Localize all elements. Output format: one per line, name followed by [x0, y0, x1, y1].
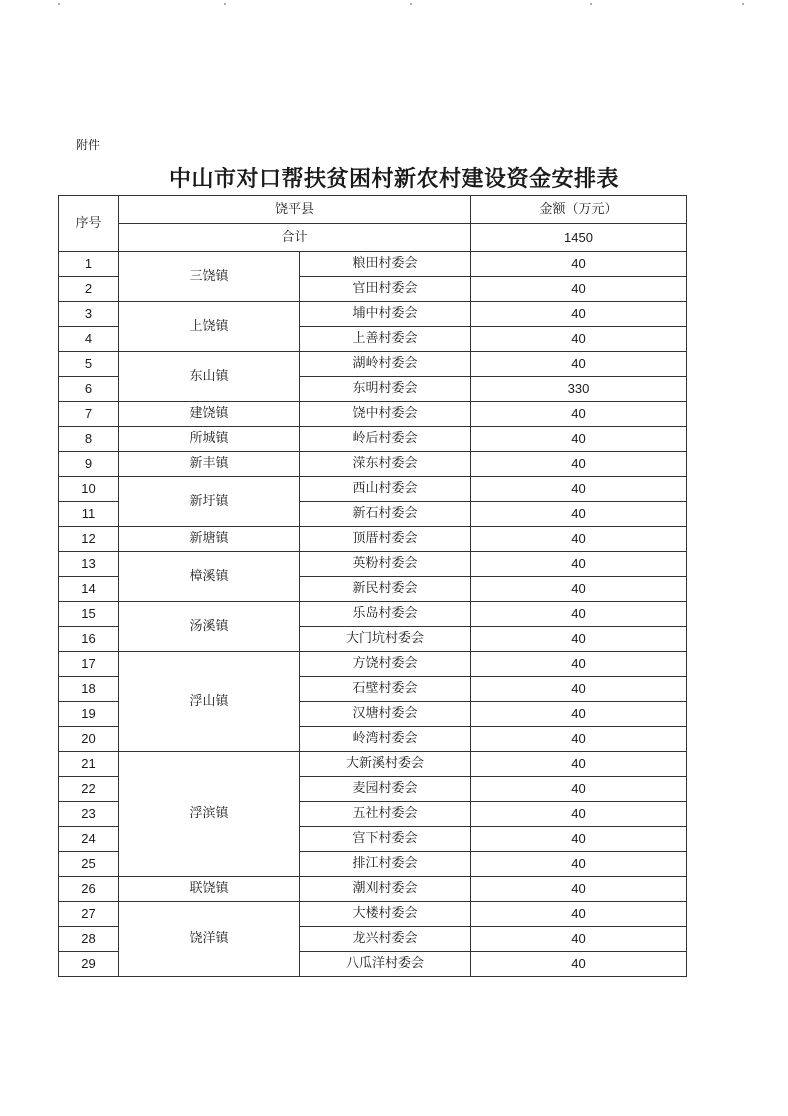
amount-cell: 40 — [471, 952, 687, 977]
amount-cell: 40 — [471, 552, 687, 577]
county-header: 饶平县 — [119, 196, 471, 224]
row-number: 6 — [59, 377, 119, 402]
row-number: 10 — [59, 477, 119, 502]
amount-cell: 40 — [471, 427, 687, 452]
village-cell: 东明村委会 — [300, 377, 471, 402]
total-label: 合计 — [119, 224, 471, 252]
amount-cell: 40 — [471, 777, 687, 802]
row-number: 2 — [59, 277, 119, 302]
header-row — [59, 196, 687, 224]
town-cell: 新圩镇 — [119, 477, 300, 527]
row-number: 20 — [59, 727, 119, 752]
table-row — [59, 602, 687, 627]
total-row — [59, 224, 687, 252]
seq-header: 序号 — [59, 196, 119, 252]
town-cell: 上饶镇 — [119, 302, 300, 352]
town-cell: 浮山镇 — [119, 652, 300, 752]
amount-cell: 40 — [471, 352, 687, 377]
row-number: 29 — [59, 952, 119, 977]
amount-cell: 40 — [471, 327, 687, 352]
village-cell: 方饶村委会 — [300, 652, 471, 677]
row-number: 4 — [59, 327, 119, 352]
row-number: 15 — [59, 602, 119, 627]
village-cell: 新民村委会 — [300, 577, 471, 602]
row-number: 22 — [59, 777, 119, 802]
amount-cell: 40 — [471, 627, 687, 652]
amount-cell: 40 — [471, 302, 687, 327]
town-cell: 新塘镇 — [119, 527, 300, 552]
row-number: 18 — [59, 677, 119, 702]
village-cell: 大新溪村委会 — [300, 752, 471, 777]
row-number: 23 — [59, 802, 119, 827]
row-number: 14 — [59, 577, 119, 602]
amount-cell: 40 — [471, 827, 687, 852]
row-number: 7 — [59, 402, 119, 427]
table-row — [59, 902, 687, 927]
table-row — [59, 427, 687, 452]
row-number: 9 — [59, 452, 119, 477]
row-number: 8 — [59, 427, 119, 452]
table-row — [59, 252, 687, 277]
row-number: 24 — [59, 827, 119, 852]
table-row — [59, 877, 687, 902]
amount-cell: 40 — [471, 727, 687, 752]
attachment-label: 附件 — [76, 138, 101, 152]
amount-cell: 40 — [471, 802, 687, 827]
amount-cell: 40 — [471, 252, 687, 277]
village-cell: 饶中村委会 — [300, 402, 471, 427]
amount-header: 金额（万元） — [471, 196, 687, 224]
village-cell: 排江村委会 — [300, 852, 471, 877]
page-title: 中山市对口帮扶贫困村新农村建设资金安排表 — [168, 166, 619, 192]
village-cell: 乐岛村委会 — [300, 602, 471, 627]
total-value: 1450 — [471, 224, 687, 252]
village-cell: 龙兴村委会 — [300, 927, 471, 952]
amount-cell: 40 — [471, 452, 687, 477]
town-cell: 东山镇 — [119, 352, 300, 402]
row-number: 11 — [59, 502, 119, 527]
amount-cell: 40 — [471, 652, 687, 677]
row-number: 28 — [59, 927, 119, 952]
town-cell: 联饶镇 — [119, 877, 300, 902]
row-number: 16 — [59, 627, 119, 652]
village-cell: 大楼村委会 — [300, 902, 471, 927]
village-cell: 新石村委会 — [300, 502, 471, 527]
amount-cell: 40 — [471, 402, 687, 427]
table-row — [59, 552, 687, 577]
scan-specks — [0, 3, 788, 9]
row-number: 19 — [59, 702, 119, 727]
amount-cell: 40 — [471, 577, 687, 602]
village-cell: 岭湾村委会 — [300, 727, 471, 752]
row-number: 5 — [59, 352, 119, 377]
amount-cell: 40 — [471, 677, 687, 702]
amount-cell: 40 — [471, 502, 687, 527]
amount-cell: 330 — [471, 377, 687, 402]
village-cell: 西山村委会 — [300, 477, 471, 502]
village-cell: 岭后村委会 — [300, 427, 471, 452]
village-cell: 粮田村委会 — [300, 252, 471, 277]
village-cell: 八瓜洋村委会 — [300, 952, 471, 977]
village-cell: 官田村委会 — [300, 277, 471, 302]
town-cell: 新丰镇 — [119, 452, 300, 477]
amount-cell: 40 — [471, 602, 687, 627]
village-cell: 宫下村委会 — [300, 827, 471, 852]
village-cell: 潮刈村委会 — [300, 877, 471, 902]
table-row — [59, 652, 687, 677]
amount-cell: 40 — [471, 902, 687, 927]
amount-cell: 40 — [471, 477, 687, 502]
town-cell: 浮滨镇 — [119, 752, 300, 877]
row-number: 27 — [59, 902, 119, 927]
amount-cell: 40 — [471, 877, 687, 902]
allocation-table — [58, 195, 687, 977]
town-cell: 三饶镇 — [119, 252, 300, 302]
town-cell: 樟溪镇 — [119, 552, 300, 602]
row-number: 3 — [59, 302, 119, 327]
village-cell: 汉塘村委会 — [300, 702, 471, 727]
row-number: 12 — [59, 527, 119, 552]
table-body — [59, 196, 687, 977]
village-cell: 顶厝村委会 — [300, 527, 471, 552]
table-row — [59, 302, 687, 327]
village-cell: 英粉村委会 — [300, 552, 471, 577]
row-number: 25 — [59, 852, 119, 877]
row-number: 13 — [59, 552, 119, 577]
village-cell: 上善村委会 — [300, 327, 471, 352]
town-cell: 所城镇 — [119, 427, 300, 452]
village-cell: 埔中村委会 — [300, 302, 471, 327]
village-cell: 大门坑村委会 — [300, 627, 471, 652]
table-row — [59, 352, 687, 377]
village-cell: 麦园村委会 — [300, 777, 471, 802]
amount-cell: 40 — [471, 927, 687, 952]
village-cell: 五社村委会 — [300, 802, 471, 827]
table-row — [59, 752, 687, 777]
town-cell: 建饶镇 — [119, 402, 300, 427]
village-cell: 溁东村委会 — [300, 452, 471, 477]
village-cell: 石壁村委会 — [300, 677, 471, 702]
row-number: 1 — [59, 252, 119, 277]
table-row — [59, 477, 687, 502]
table-row — [59, 402, 687, 427]
row-number: 21 — [59, 752, 119, 777]
village-cell: 湖岭村委会 — [300, 352, 471, 377]
amount-cell: 40 — [471, 277, 687, 302]
row-number: 26 — [59, 877, 119, 902]
amount-cell: 40 — [471, 852, 687, 877]
town-cell: 汤溪镇 — [119, 602, 300, 652]
amount-cell: 40 — [471, 527, 687, 552]
amount-cell: 40 — [471, 752, 687, 777]
town-cell: 饶洋镇 — [119, 902, 300, 977]
table-row — [59, 527, 687, 552]
row-number: 17 — [59, 652, 119, 677]
table-row — [59, 452, 687, 477]
amount-cell: 40 — [471, 702, 687, 727]
